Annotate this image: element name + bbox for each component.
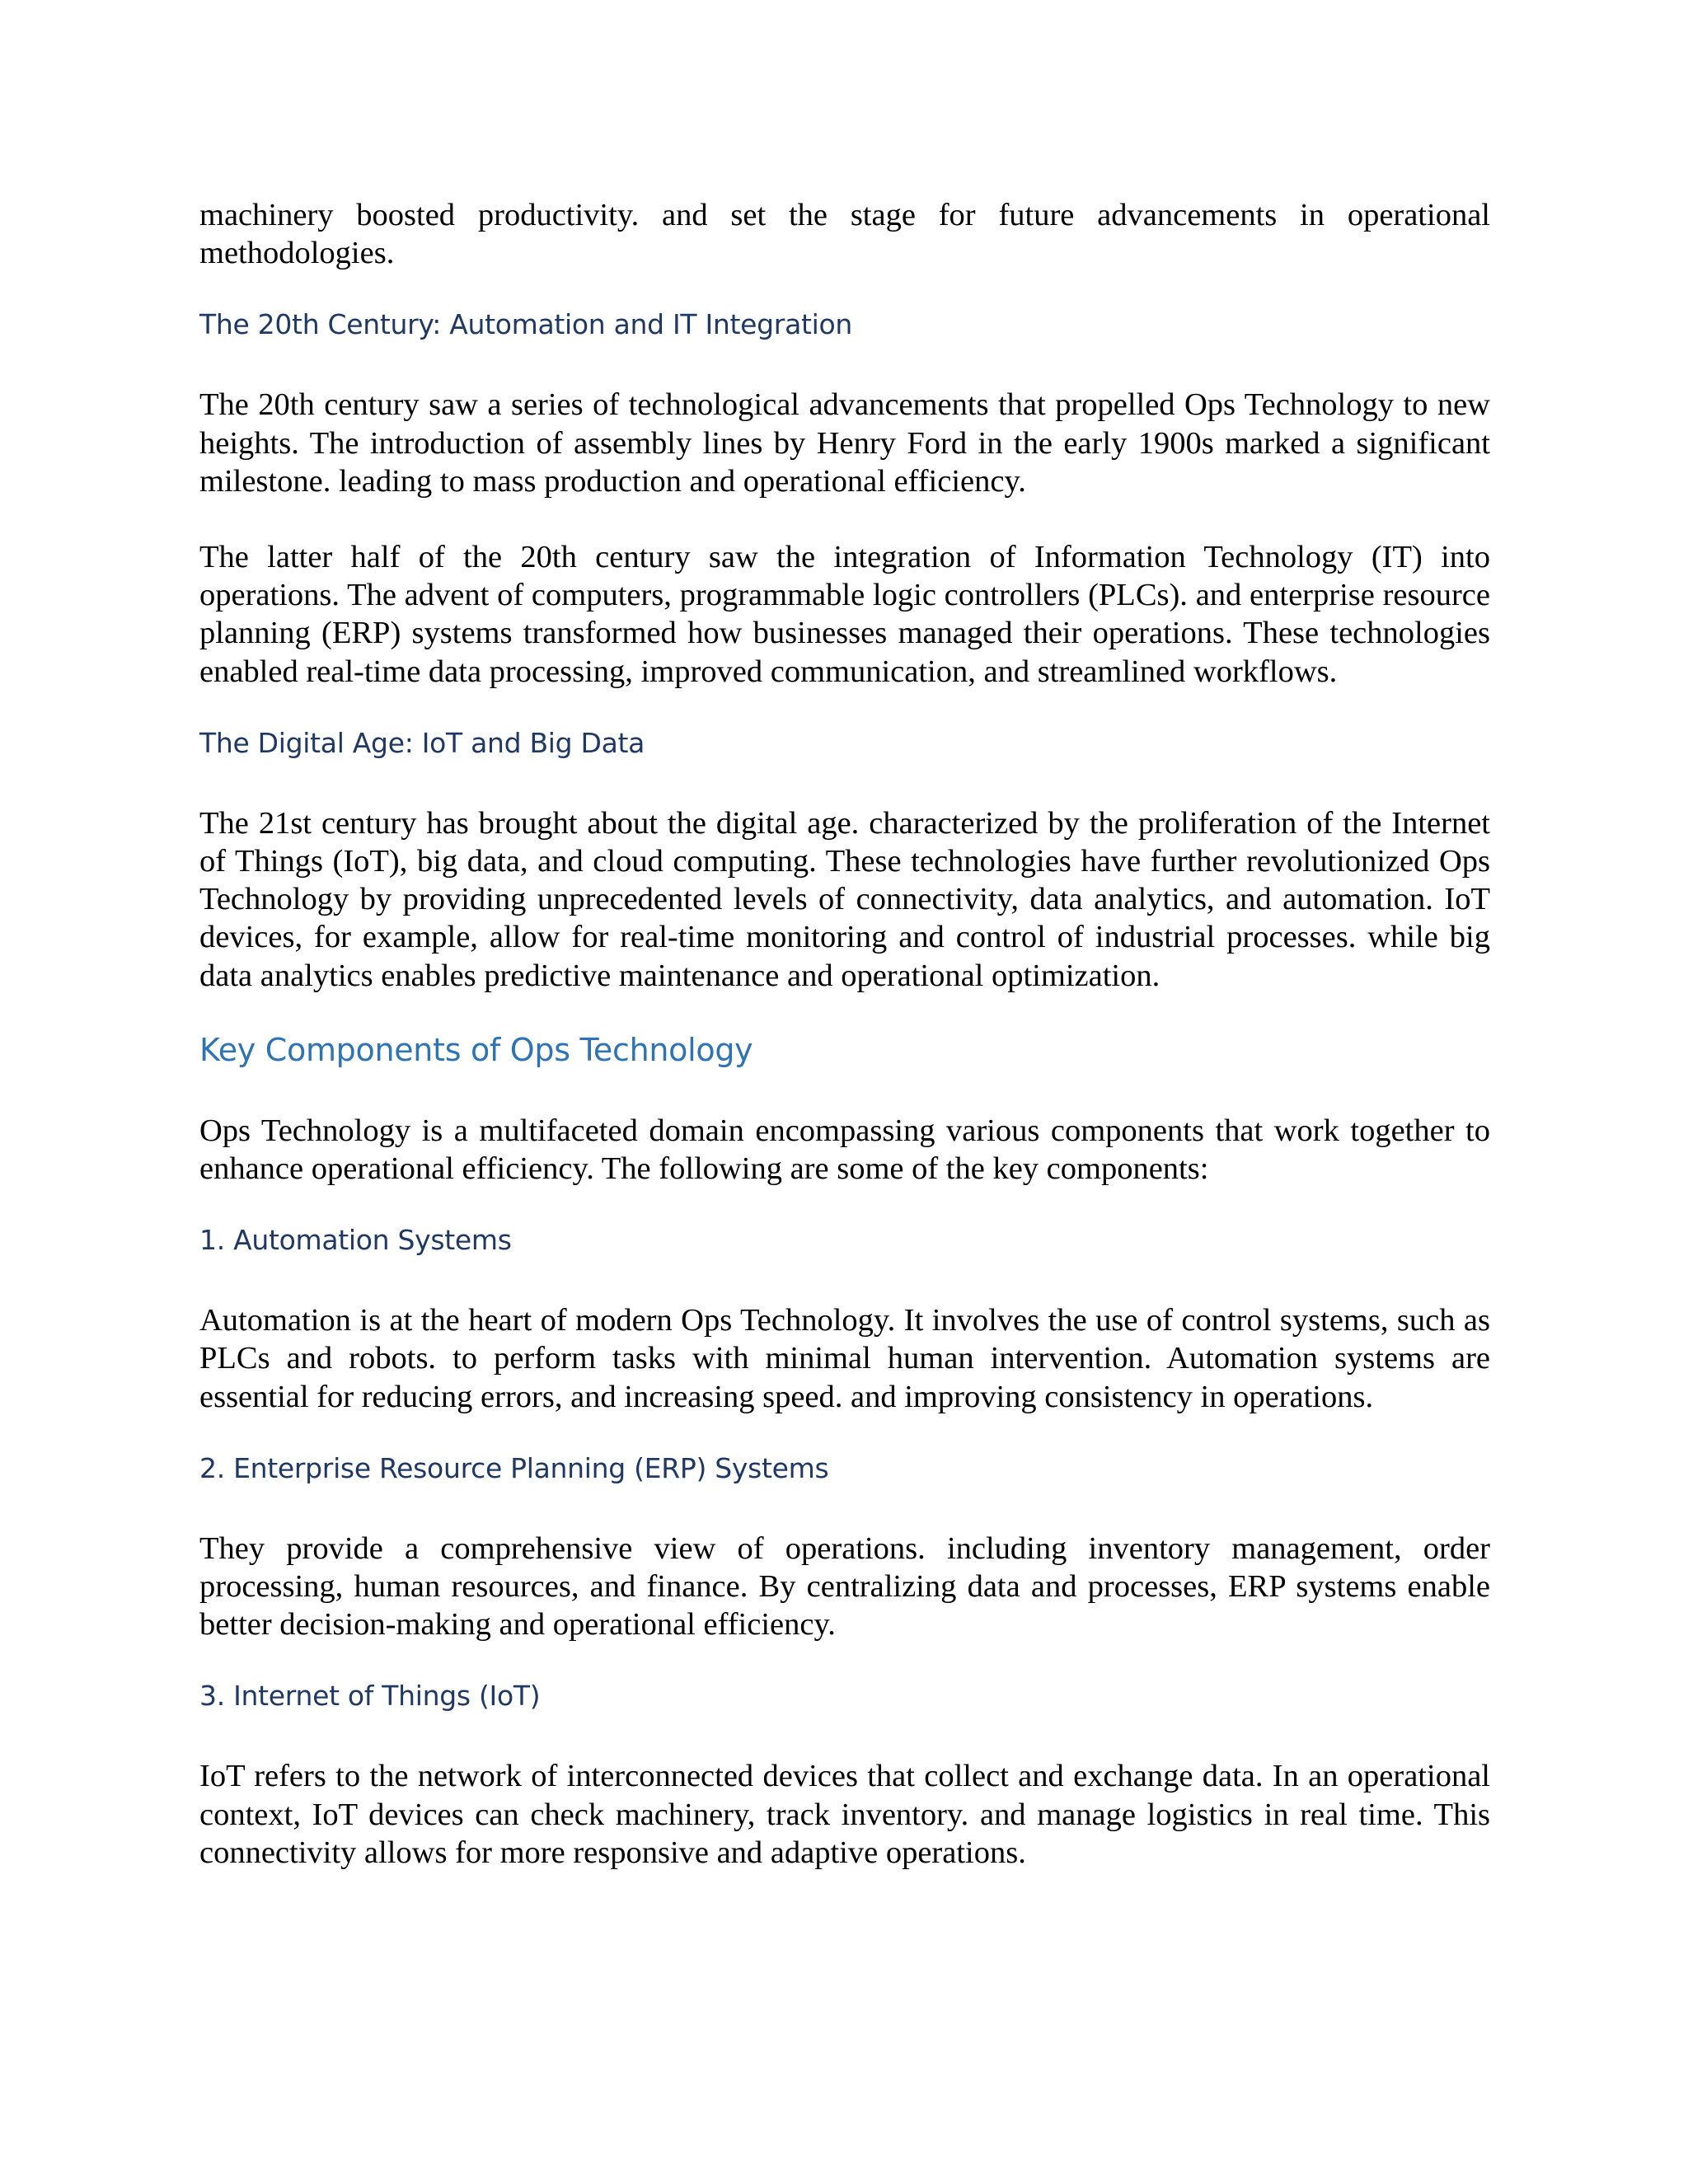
heading-internet-of-things: 3. Internet of Things (IoT) [199,1680,541,1713]
automation-paragraph: Automation is at the heart of modern Ops Technology. It involves the use of control systems, such as PLCs and robots. to perform tasks with minimal human intervention. Automation systems are essential for reducing errors, and increasing speed. and improving consistency in operations. [199,1303,1490,1414]
century20-paragraph-1: The 20th century saw a series of technological advancements that propelled Ops Technology to new heights. The introduction of assembly lines by Henry Ford in the early 1900s marked a significant milestone. leading to mass production and operational efficiency. [199,387,1490,499]
heading-erp-systems: 2. Enterprise Resource Planning (ERP) Systems [199,1451,829,1484]
heading-digital-age: The Digital Age: IoT and Big Data [199,726,645,759]
key-components-paragraph: Ops Technology is a multifaceted domain encompassing various components that work together to enhance operational efficiency. The following are some of the key components: [199,1113,1490,1187]
heading-automation-systems: 1. Automation Systems [199,1224,512,1257]
heading-20th-century: The 20th Century: Automation and IT Integration [199,308,852,341]
erp-paragraph: They provide a comprehensive view of operations. including inventory management, order processing, human resources, and finance. By centralizing data and processes, ERP systems enable better decision-making and operational efficiency. [199,1530,1490,1643]
century20-paragraph-2: The latter half of the 20th century saw the integration of Information Technology (IT) into operations. The advent of computers, programmable logic controllers (PLCs). and enterprise resource planning (ERP) systems transformed how businesses managed their operations. These technologies enabled real-time data processing, improved communication, and streamlined workflows. [199,540,1490,689]
heading-key-components: Key Components of Ops Technology [199,1031,753,1068]
digital-age-paragraph: The 21st century has brought about the digital age. characterized by the proliferation of the Internet of Things (IoT), big data, and cloud computing. These technologies have further revolutionized Ops Technology by providing unprecedented levels of connectivity, data analytics, and automation. IoT devices, for example, allow for real-time monitoring and control of industrial processes. while big data analytics enables predictive maintenance and operational optimization. [199,805,1490,993]
page-content [199,196,1490,1872]
iot-paragraph: IoT refers to the network of interconnected devices that collect and exchange data. In an operational context, IoT devices can check machinery, track inventory. and manage logistics in real time. This connectivity allows for more responsive and adaptive operations. [199,1759,1490,1870]
intro-tail-paragraph: machinery boosted productivity. and set the stage for future advancements in operational methodologies. [199,198,1490,271]
